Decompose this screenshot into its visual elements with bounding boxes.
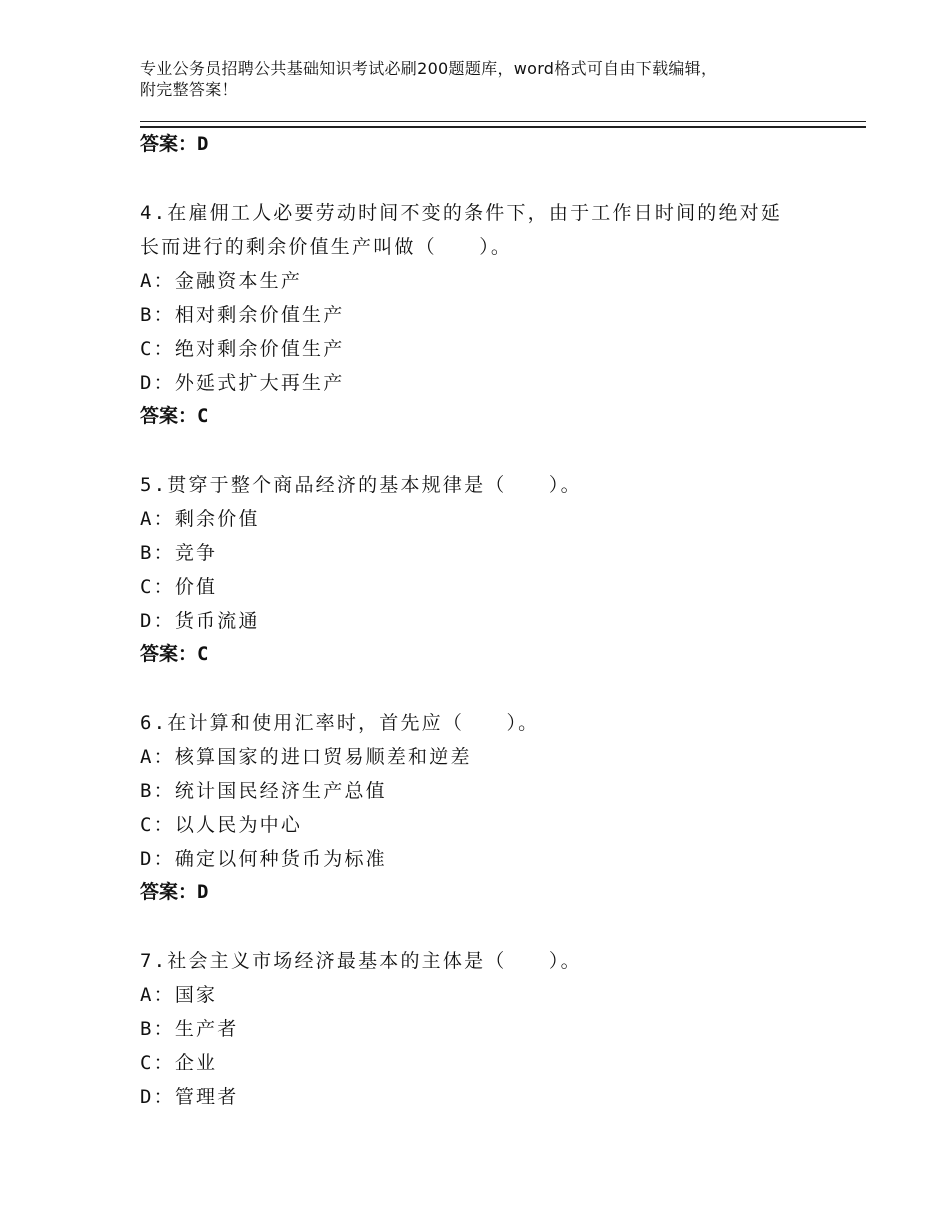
option-b: B：统计国民经济生产总值 [140, 780, 387, 802]
answer-value: C [197, 405, 209, 427]
header-line-1: 专业公务员招聘公共基础知识考试必刷200题题库，word格式可自由下载编辑， [140, 59, 718, 78]
header-divider [140, 121, 866, 128]
question-stem: 5.贯穿于整个商品经济的基本规律是（ ）。 [140, 474, 582, 496]
question-6 [140, 706, 840, 908]
option-a: A：国家 [140, 984, 218, 1006]
answer-label: 答案： [140, 405, 198, 427]
document-header [140, 58, 820, 100]
question-4 [140, 196, 840, 432]
answer-value: D [197, 133, 209, 155]
question-stem: 7.社会主义市场经济最基本的主体是（ ）。 [140, 950, 582, 972]
question-stem: 4.在雇佣工人必要劳动时间不变的条件下，由于工作日时间的绝对延 [140, 202, 783, 224]
header-line-2: 附完整答案！ [140, 80, 238, 99]
option-a: A：核算国家的进口贸易顺差和逆差 [140, 746, 472, 768]
option-c: C：以人民为中心 [140, 814, 303, 836]
option-d: D：管理者 [140, 1086, 239, 1108]
option-c: C：企业 [140, 1052, 218, 1074]
answer-label: 答案： [140, 643, 198, 665]
option-c: C：价值 [140, 576, 218, 598]
question-list [140, 128, 840, 1114]
question-5 [140, 468, 840, 670]
answer-value: D [197, 881, 209, 903]
option-a: A：金融资本生产 [140, 270, 303, 292]
question-7 [140, 944, 840, 1114]
option-a: A：剩余价值 [140, 508, 260, 530]
option-d: D：货币流通 [140, 610, 260, 632]
answer-line [140, 638, 840, 670]
question-stem-continued: 长而进行的剩余价值生产叫做（ ）。 [140, 236, 513, 258]
question-stem: 6.在计算和使用汇率时，首先应（ ）。 [140, 712, 540, 734]
option-b: B：生产者 [140, 1018, 239, 1040]
answer-value: C [197, 643, 209, 665]
answer-line [140, 876, 840, 908]
option-c: C：绝对剩余价值生产 [140, 338, 345, 360]
option-d: D：外延式扩大再生产 [140, 372, 345, 394]
answer-line [140, 400, 840, 432]
answer-label: 答案： [140, 881, 198, 903]
answer-line [140, 128, 840, 160]
answer-label: 答案： [140, 133, 198, 155]
option-b: B：相对剩余价值生产 [140, 304, 345, 326]
option-d: D：确定以何种货币为标准 [140, 848, 387, 870]
option-b: B：竞争 [140, 542, 218, 564]
